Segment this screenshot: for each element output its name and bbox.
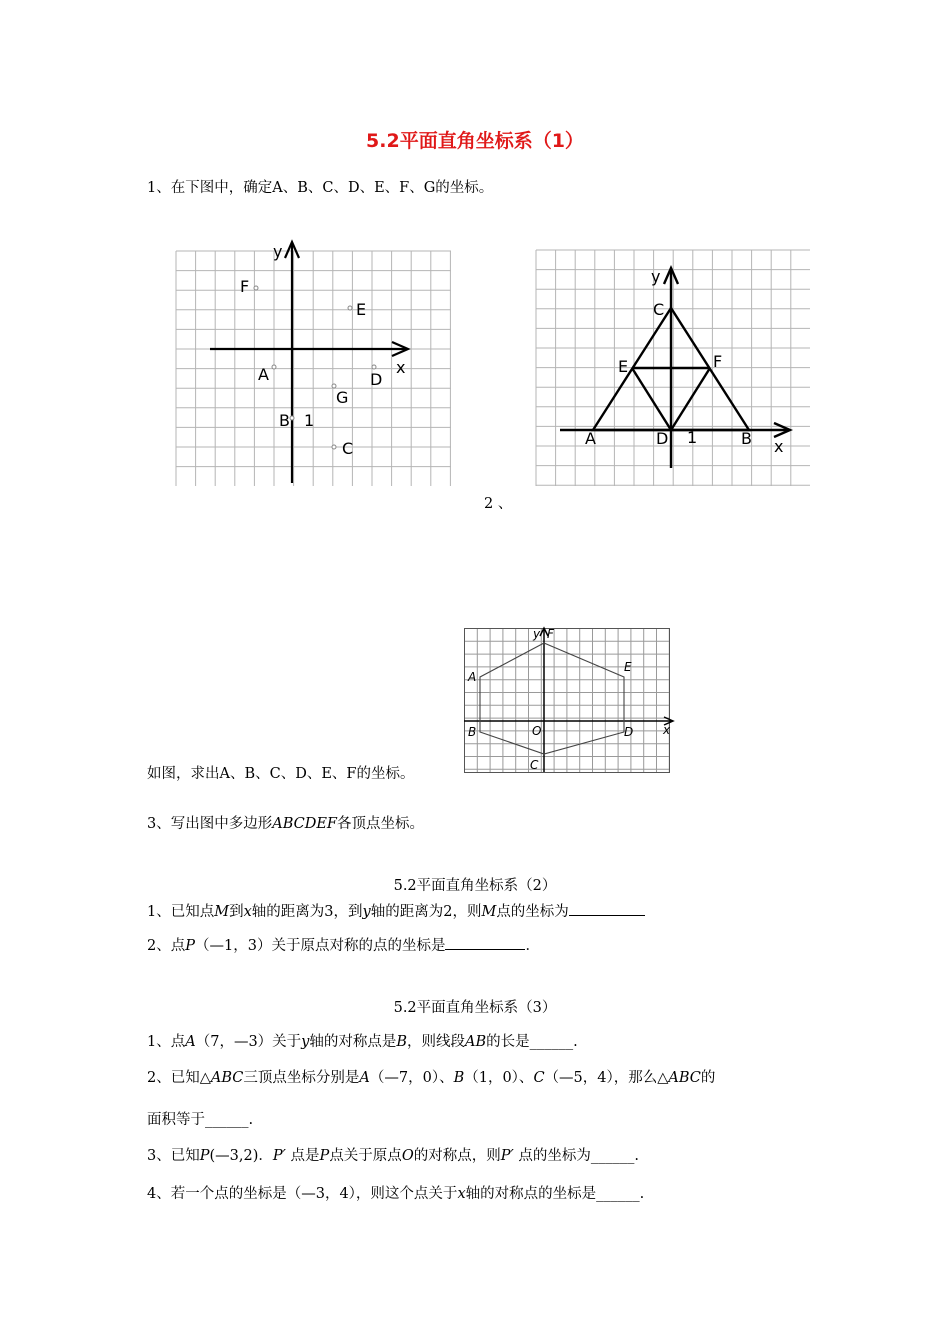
hexagon-abcdef [480, 643, 624, 754]
label-d: D [624, 725, 634, 739]
label-f: F [713, 352, 723, 371]
point-b-marker [290, 416, 294, 420]
label-e: E [624, 660, 632, 674]
question-3-text: 3、写出图中多边形ABCDEF各顶点坐标。 [147, 816, 424, 832]
section-2-question-1: 1、已知点M到x轴的距离为3，到y轴的距离为2，则M点的坐标为 [147, 900, 645, 921]
grid-lines [176, 251, 451, 486]
label-a: A [585, 429, 596, 448]
question-2-text: 如图，求出A、B、C、D、E、F的坐标。 [147, 766, 415, 782]
label-c: C [530, 758, 539, 772]
segment-ed [632, 368, 671, 430]
label-e: E [618, 357, 629, 376]
point-e-marker [348, 306, 352, 310]
point-c-marker [332, 445, 336, 449]
section-3-question-1: 1、点A（7，—3）关于y轴的对称点是B，则线段AB的长是______. [147, 1034, 578, 1050]
label-d: D [656, 429, 669, 448]
section-3-question-4: 4、若一个点的坐标是（—3，4），则这个点关于x轴的对称点的坐标是______. [147, 1186, 645, 1202]
page-title: 5.2平面直角坐标系（1） [366, 130, 584, 152]
section-3-question-2-continued: 面积等于______. [147, 1112, 254, 1128]
label-d: D [370, 370, 383, 389]
question-2-number: 2 、 [484, 496, 513, 512]
point-d-marker [372, 365, 376, 369]
label-c: C [342, 439, 354, 458]
label-f: F [547, 627, 554, 641]
answer-blank[interactable] [569, 901, 645, 916]
x-axis-label: x [774, 437, 784, 456]
x-axis-label: x [663, 723, 671, 737]
label-b: B [468, 725, 477, 739]
grid-lines [465, 629, 670, 773]
segment-fd [671, 368, 710, 430]
question-1-text: 1、在下图中，确定A、B、C、D、E、F、G的坐标。 [147, 180, 494, 196]
label-g: G [336, 388, 349, 407]
x-axis-label: x [396, 358, 406, 377]
label-unit-one: 1 [304, 411, 315, 430]
section-2-title: 5.2平面直角坐标系（2） [393, 878, 557, 894]
figure-1-coordinate-grid [170, 236, 460, 492]
label-f: F [240, 277, 250, 296]
label-b: B [741, 429, 752, 448]
y-axis-label: y [651, 267, 661, 286]
label-o: O [532, 724, 542, 738]
label-e: E [356, 300, 367, 319]
figure-2-triangle-grid [530, 246, 820, 490]
section-2-question-2: 2、点P（—1，3）关于原点对称的点的坐标是 ． [147, 934, 540, 955]
y-axis-label: y [533, 627, 541, 641]
section-3-question-2: 2、已知△ABC三顶点坐标分别是A（—7，0）、B（1，0）、C（—5，4），那么△ABC的 [147, 1070, 716, 1086]
y-axis-label: y [273, 242, 283, 261]
section-3-title: 5.2平面直角坐标系（3） [393, 1000, 557, 1016]
figure-3-hexagon-grid [460, 624, 680, 776]
label-b: B [279, 411, 290, 430]
point-a-marker [272, 365, 276, 369]
label-a: A [258, 365, 269, 384]
label-c: C [653, 300, 665, 319]
section-3-question-3: 3、已知P(—3,2)．P′ 点是P点关于原点O的对称点，则P′ 点的坐标为______. [147, 1148, 639, 1164]
label-unit-one: 1 [687, 428, 698, 447]
label-a: A [468, 670, 477, 684]
answer-blank[interactable] [445, 935, 525, 950]
point-f-marker [254, 286, 258, 290]
